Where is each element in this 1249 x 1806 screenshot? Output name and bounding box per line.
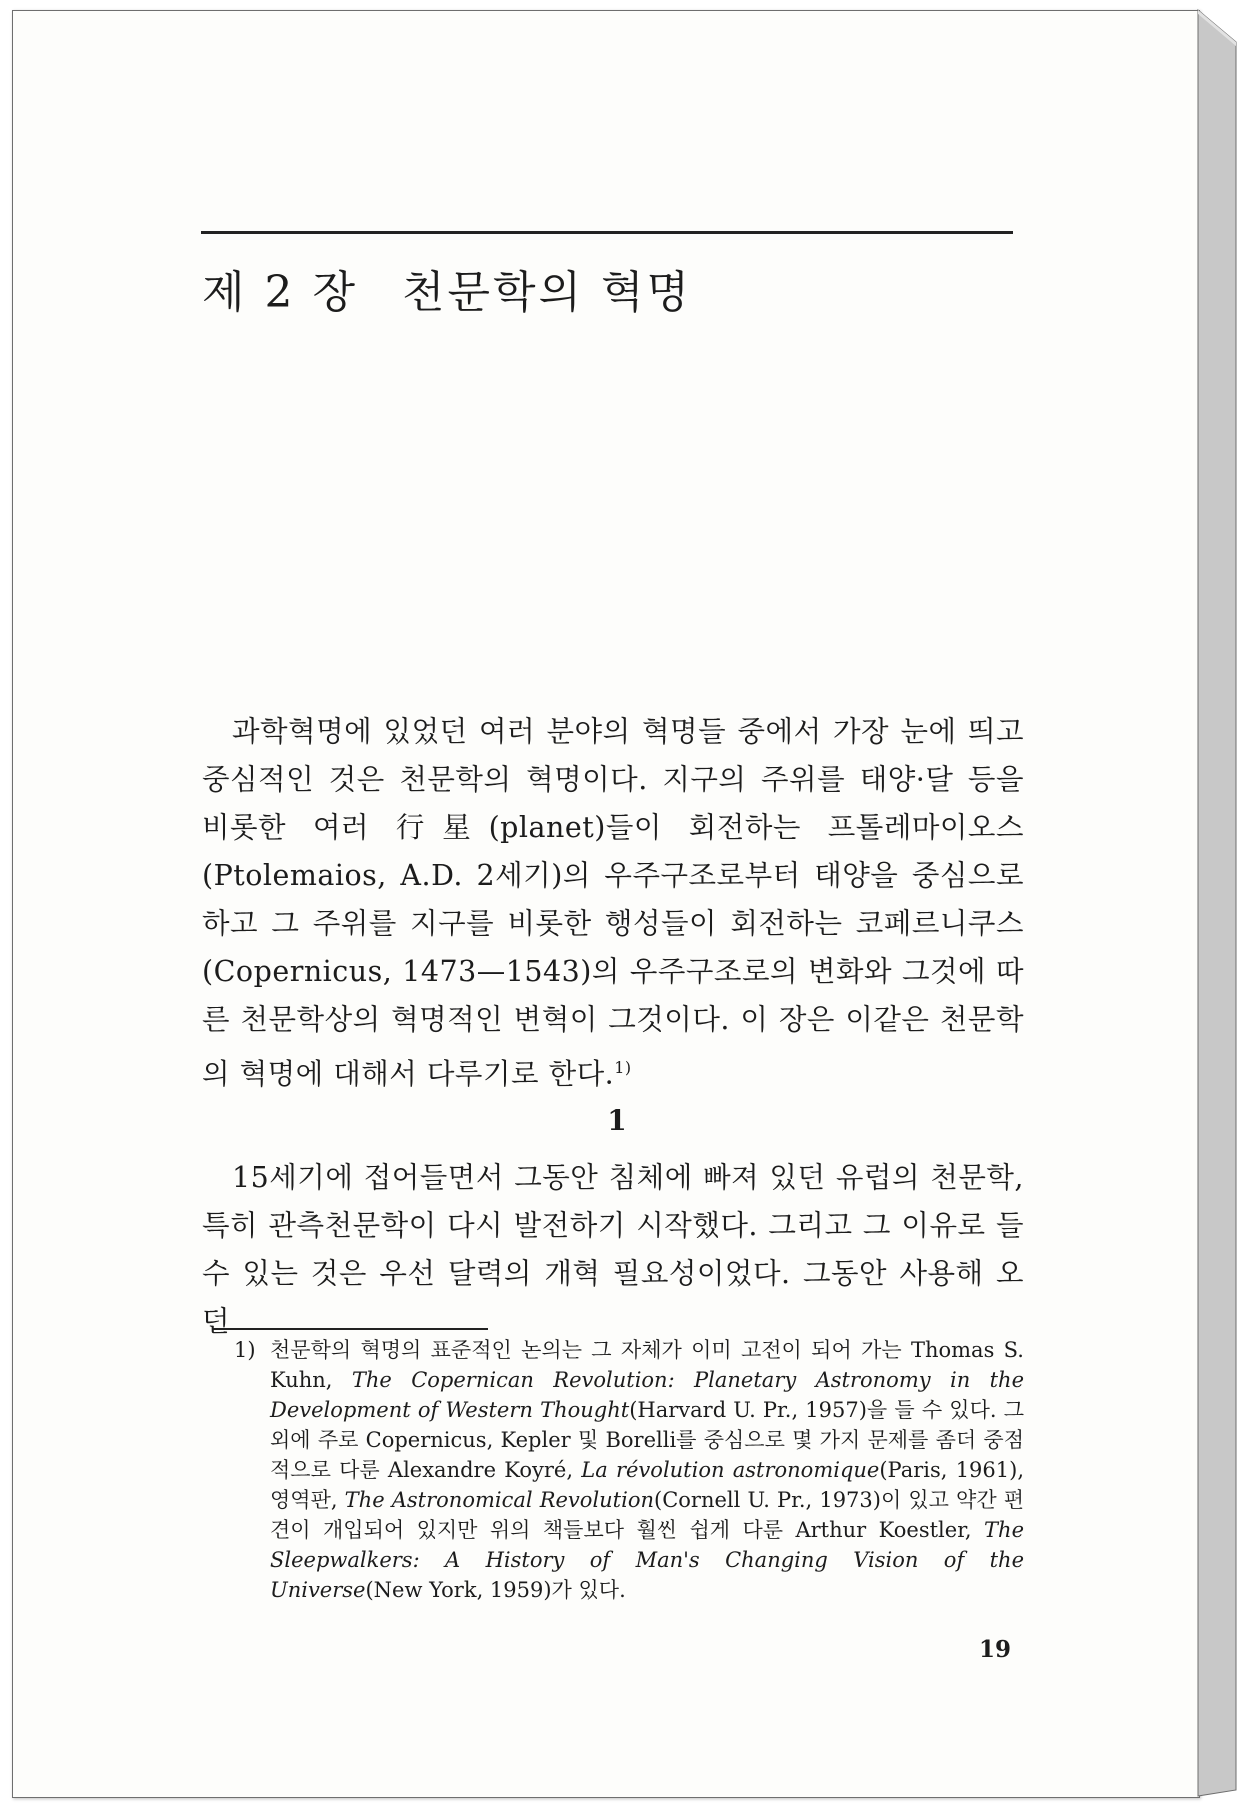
section-number: 1: [607, 1104, 627, 1137]
footnote-mark: 1): [234, 1338, 256, 1362]
footnote-text-2: (Harvard U. Pr., 1957)을 들 수 있다. 그 외에 주로 Copernicus, Kepler 및 Borelli를 중심으로 몇 가지 문제를 좀더 중점적으로 다룬 Alexandre Koyré,: [270, 1398, 1025, 1482]
footnote-book-title-4: The Sleepwalkers: A History of Man's Changing Vision of the Universe: [270, 1518, 1024, 1602]
footnote-rule: [212, 1328, 488, 1330]
intro-paragraph: [202, 708, 1024, 1099]
footnote-book-title-2: La révolution astronomique: [581, 1458, 880, 1482]
footnote-text-1: 천문학의 혁명의 표준적인 논의는 그 자체가 이미 고전이 되어 가는 Thomas S. Kuhn,: [270, 1338, 1024, 1392]
chapter-heading: [202, 256, 692, 320]
footnote: [234, 1335, 1024, 1605]
section-paragraph-text: 15세기에 접어들면서 그동안 침체에 빠져 있던 유럽의 천문학, 특히 관측천문학이 다시 발전하기 시작했다. 그리고 그 이유로 들 수 있는 것은 우선 달력의 개혁 필요성이었다. 그동안 사용해 오던: [202, 1161, 1024, 1338]
footnote-reference: 1): [614, 1058, 632, 1077]
footnote-text-5: (New York, 1959)가 있다.: [365, 1578, 626, 1602]
section-paragraph: [202, 1154, 1024, 1346]
intro-paragraph-text: 과학혁명에 있었던 여러 분야의 혁명들 중에서 가장 눈에 띄고 중심적인 것은 천문학의 혁명이다. 지구의 주위를 태양·달 등을 비롯한 여러 行星(planet)들이 회전하는 프톨레마이오스(Ptolemaios, A.D. 2세기)의 우주구조로부터 태양을 중심으로 하고 그 주위를 지구를 비롯한 행성들이 회전하는 코페르니쿠스(Copernicus, 1473—1543)의 우주구조로의 변화와 그것에 따른 천문학상의 혁명적인 변혁이 그것이다. 이 장은 이같은 천문학의 혁명에 대해서 다루기로 한다.: [202, 715, 1024, 1091]
page-number: 19: [979, 1636, 1012, 1663]
footnote-book-title-1: The Copernican Revolution: Planetary Astronomy in the Development of Western Thought: [270, 1368, 1025, 1422]
chapter-title: 천문학의 혁명: [401, 267, 692, 318]
chapter-rule: [201, 231, 1013, 234]
book-page: [12, 10, 1198, 1796]
footnote-text-4: (Cornell U. Pr., 1973)이 있고 약간 편견이 개입되어 있지만 위의 책들보다 훨씬 쉽게 다룬 Arthur Koestler,: [270, 1488, 1025, 1542]
footnote-body: [270, 1335, 1024, 1605]
chapter-number: 제 2 장: [202, 267, 358, 318]
footnote-text-3: (Paris, 1961), 영역판,: [270, 1458, 1025, 1512]
footnote-book-title-3: The Astronomical Revolution: [344, 1488, 655, 1512]
